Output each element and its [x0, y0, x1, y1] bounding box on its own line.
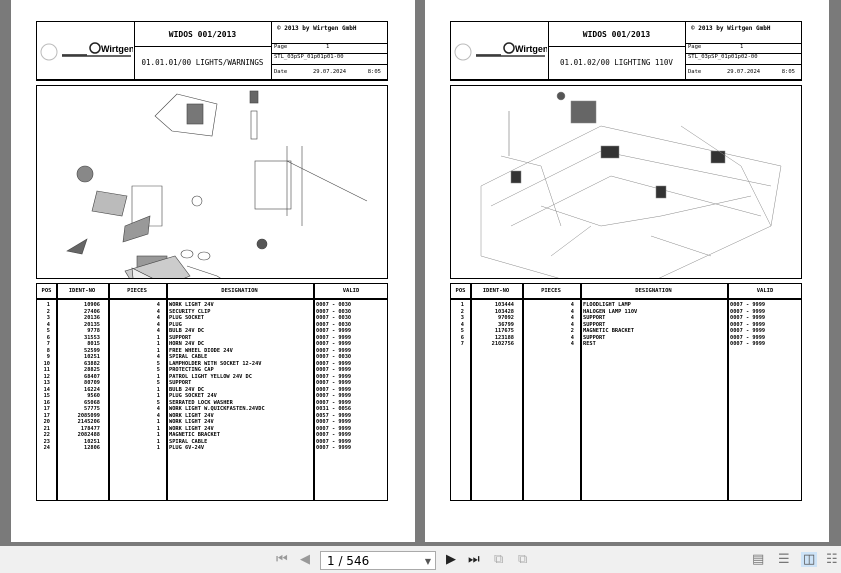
column-header: IDENT-NO	[68, 288, 96, 294]
valid-cell: 0007 - 9999	[316, 445, 352, 451]
two-page-continuous-icon[interactable]: ☷	[826, 552, 838, 567]
rotate-right-icon[interactable]: ⧉	[518, 552, 528, 567]
pieces-cell: 4	[156, 321, 160, 328]
pieces-cell: 4	[570, 321, 574, 328]
ident-cell: 10906	[84, 302, 100, 308]
wirtgen-logo	[451, 22, 549, 79]
designation-cell: MAGNETIC BRACKET	[169, 432, 221, 438]
last-page-button[interactable]: ⏭	[468, 552, 480, 567]
table-row	[37, 341, 387, 347]
pos-cell: 7	[46, 341, 50, 347]
pos-cell: 4	[460, 321, 464, 328]
designation-cell: FLOODLIGHT LAMP	[583, 302, 631, 308]
valid-cell: 0007 - 9999	[316, 386, 352, 393]
designation-cell: SUPPORT	[169, 380, 192, 386]
table-row	[451, 335, 801, 341]
ident-cell: 31553	[84, 334, 100, 341]
pos-cell: 4	[46, 321, 50, 328]
two-page-view-icon[interactable]: ◫	[803, 552, 816, 567]
pos-cell: 5	[46, 328, 50, 334]
ident-cell: 20136	[84, 315, 100, 321]
table-row	[37, 374, 387, 380]
pieces-cell: 1	[156, 347, 160, 354]
valid-cell: 0007 - 9999	[730, 341, 766, 347]
document-code: STL_03pSP_01p01p02-00	[685, 54, 801, 65]
pos-cell: 23	[43, 438, 50, 445]
pos-cell: 15	[43, 393, 50, 399]
designation-cell: WORK LIGHT W.QUICKFASTEN.24VDC	[169, 406, 265, 412]
pieces-cell: 5	[156, 360, 160, 367]
valid-cell: 0007 - 9999	[316, 380, 352, 386]
valid-cell: 0007 - 0030	[316, 321, 352, 328]
valid-cell: 0007 - 0030	[316, 302, 352, 308]
pos-cell: 22	[43, 432, 50, 438]
pos-cell: 3	[46, 315, 50, 321]
ident-cell: 16224	[84, 386, 100, 393]
first-page-button[interactable]: ⏮	[276, 552, 288, 567]
table-row	[37, 302, 387, 308]
designation-cell: FREE WHEEL DIODE 24V	[169, 347, 233, 354]
table-row	[37, 367, 387, 373]
pieces-cell: 5	[156, 399, 160, 406]
table-row	[451, 309, 801, 315]
copyright: © 2013 by Wirtgen GmbH	[277, 25, 357, 32]
table-row	[37, 445, 387, 451]
pieces-cell: 5	[156, 380, 160, 386]
valid-cell: 0007 - 9999	[316, 360, 352, 367]
page-header	[36, 21, 388, 81]
ident-cell: 65068	[84, 399, 100, 406]
valid-cell: 0007 - 0030	[316, 308, 352, 315]
ident-cell: 103428	[494, 308, 514, 315]
table-row	[37, 419, 387, 425]
pos-cell: 10	[43, 360, 50, 367]
svg-text:Wirtgen: Wirtgen	[515, 44, 547, 54]
table-row	[37, 426, 387, 432]
designation-cell: MAGNETIC BRACKET	[583, 328, 635, 334]
next-page-button[interactable]: ▶	[446, 552, 456, 567]
pos-cell: 5	[460, 328, 464, 334]
pos-cell: 2	[460, 308, 464, 315]
rotate-left-icon[interactable]: ⧉	[494, 552, 504, 567]
pos-cell: 24	[43, 445, 50, 451]
column-header: VALID	[342, 288, 360, 294]
pieces-cell: 5	[156, 367, 160, 373]
ident-cell: 52599	[84, 347, 100, 354]
valid-cell: 0031 - 0056	[316, 406, 352, 412]
pos-cell: 1	[460, 302, 464, 308]
ident-cell: 28825	[84, 367, 100, 373]
pieces-cell: 1	[156, 386, 160, 393]
pos-cell: 14	[43, 386, 50, 393]
designation-cell: WORK LIGHT 24V	[169, 302, 214, 308]
document-title: WIDOS 001/2013	[134, 22, 272, 47]
page-number-row: Page 1	[685, 43, 801, 54]
pieces-cell: 4	[570, 302, 574, 308]
pieces-cell: 1	[156, 341, 160, 347]
pieces-cell: 1	[156, 419, 160, 425]
valid-cell: 0007 - 9999	[316, 438, 352, 445]
page-selector[interactable]: 1 / 546 ▼	[320, 551, 436, 570]
pieces-cell: 4	[156, 328, 160, 334]
pieces-cell: 4	[156, 412, 160, 419]
designation-cell: SPIRAL CABLE	[169, 354, 208, 360]
table-row	[37, 315, 387, 321]
date-row: Date 29.07.2024 8:05	[688, 69, 795, 75]
ident-cell: 10251	[84, 438, 100, 445]
date-row: Date 29.07.2024 8:05	[274, 69, 381, 75]
valid-cell: 0007 - 9999	[316, 334, 352, 341]
valid-cell: 0007 - 9999	[730, 308, 766, 315]
chevron-down-icon: ▼	[424, 557, 431, 566]
pos-cell: 9	[46, 354, 50, 360]
page-number-row: Page 1	[271, 43, 387, 54]
exploded-parts-drawing	[450, 85, 802, 279]
document-title: WIDOS 001/2013	[548, 22, 686, 47]
pieces-cell: 1	[156, 334, 160, 341]
table-row	[37, 361, 387, 367]
pos-cell: 17	[43, 412, 50, 419]
exploded-parts-drawing	[36, 85, 388, 279]
designation-cell: SPIRAL CABLE	[169, 438, 208, 445]
valid-cell: 0057 - 9999	[316, 412, 352, 419]
copyright: © 2013 by Wirtgen GmbH	[691, 25, 771, 32]
ident-cell: 57775	[84, 406, 100, 412]
valid-cell: 0007 - 0030	[316, 354, 352, 360]
single-page-view-icon[interactable]: ▤	[752, 552, 765, 567]
designation-cell: SUPPORT	[169, 334, 192, 341]
pos-cell: 20	[43, 419, 50, 425]
table-row	[37, 354, 387, 360]
ident-cell: 9560	[87, 393, 100, 399]
ident-cell: 10251	[84, 354, 100, 360]
pos-cell: 3	[460, 315, 464, 321]
pieces-cell: 4	[156, 315, 160, 321]
designation-cell: SUPPORT	[583, 334, 606, 341]
pos-cell: 17	[43, 406, 50, 412]
ident-cell: 2085099	[77, 412, 100, 419]
valid-cell: 0007 - 9999	[316, 347, 352, 354]
designation-cell: WORK LIGHT 24V	[169, 419, 214, 425]
wirtgen-logo	[37, 22, 135, 79]
pos-cell: 1	[46, 302, 50, 308]
designation-cell: SUPPORT	[583, 315, 606, 321]
designation-cell: HORN 24V DC	[169, 341, 205, 347]
pos-cell: 16	[43, 399, 50, 406]
pos-cell: 6	[460, 334, 464, 341]
ident-cell: 20135	[84, 321, 100, 328]
table-row	[451, 315, 801, 321]
table-row	[37, 406, 387, 412]
table-row	[37, 387, 387, 393]
ident-cell: 178477	[80, 425, 100, 432]
valid-cell: 0007 - 9999	[730, 334, 766, 341]
ident-cell: 103444	[494, 302, 514, 308]
pieces-cell: 1	[156, 373, 160, 380]
section-title: 01.01.01/00 LIGHTS/WARNINGS	[134, 46, 272, 80]
pieces-cell: 4	[156, 308, 160, 315]
ident-cell: 2082488	[77, 432, 100, 438]
pieces-cell: 4	[570, 315, 574, 321]
column-header: IDENT-NO	[482, 288, 510, 294]
valid-cell: 0007 - 9999	[316, 367, 352, 373]
ident-cell: 63882	[84, 360, 100, 367]
valid-cell: 0007 - 9999	[316, 373, 352, 380]
pos-cell: 21	[43, 425, 50, 432]
table-row	[37, 328, 387, 334]
designation-cell: SUPPORT	[583, 321, 606, 328]
table-row	[37, 400, 387, 406]
pieces-cell: 1	[156, 393, 160, 399]
designation-cell: WORK LIGHT 24V	[169, 425, 214, 432]
pieces-cell: 4	[570, 334, 574, 341]
pos-cell: 12	[43, 373, 50, 380]
valid-cell: 0007 - 9999	[730, 315, 766, 321]
ident-cell: 8015	[87, 341, 100, 347]
section-title: 01.01.02/00 LIGHTING 110V	[548, 46, 686, 80]
page-header	[450, 21, 802, 81]
table-row	[451, 341, 801, 347]
table-row	[451, 302, 801, 308]
pieces-cell: 4	[570, 341, 574, 347]
pos-cell: 6	[46, 334, 50, 341]
valid-cell: 0007 - 9999	[316, 341, 352, 347]
valid-cell: 0007 - 9999	[316, 393, 352, 399]
valid-cell: 0007 - 9999	[316, 399, 352, 406]
valid-cell: 0007 - 0030	[316, 315, 352, 321]
document-code: STL_03pSP_01p01p01-00	[271, 54, 387, 65]
table-row	[37, 348, 387, 354]
valid-cell: 0007 - 9999	[316, 432, 352, 438]
column-header: POS	[455, 288, 466, 294]
designation-cell: BULB 24V DC	[169, 386, 205, 393]
valid-cell: 0007 - 9999	[730, 328, 766, 334]
column-header: DESIGNATION	[221, 288, 258, 294]
designation-cell: PLUG	[169, 321, 182, 328]
pieces-cell: 1	[156, 425, 160, 432]
column-header: DESIGNATION	[635, 288, 672, 294]
designation-cell: BULB 24V DC	[169, 328, 205, 334]
table-row	[37, 322, 387, 328]
ident-cell: 123188	[494, 334, 514, 341]
table-row	[37, 439, 387, 445]
valid-cell: 0007 - 9999	[316, 419, 352, 425]
header-divider	[451, 298, 801, 300]
designation-cell: PLUG SOCKET 24V	[169, 393, 217, 399]
column-header: PIECES	[127, 288, 147, 294]
svg-text:Wirtgen: Wirtgen	[101, 44, 133, 54]
column-header: POS	[41, 288, 52, 294]
pieces-cell: 4	[156, 354, 160, 360]
pos-cell: 8	[46, 347, 50, 354]
ident-cell: 36799	[498, 321, 514, 328]
pieces-cell: 1	[156, 438, 160, 445]
pieces-cell: 4	[570, 308, 574, 315]
pieces-cell: 4	[156, 406, 160, 412]
designation-cell: WORK LIGHT 24V	[169, 412, 214, 419]
table-row	[37, 393, 387, 399]
ident-cell: 2102756	[491, 341, 514, 347]
ident-cell: 2145206	[77, 419, 100, 425]
pieces-cell: 1	[156, 432, 160, 438]
designation-cell: HALOGEN LAMP 110V	[583, 308, 638, 315]
document-page-left	[11, 0, 415, 542]
designation-cell: PLUG 6V-24V	[169, 445, 205, 451]
table-row	[37, 309, 387, 315]
designation-cell: SERRATED LOCK WASHER	[169, 399, 233, 406]
pos-cell: 11	[43, 367, 50, 373]
valid-cell: 0007 - 9999	[316, 425, 352, 432]
table-row	[37, 413, 387, 419]
parts-table	[36, 283, 388, 501]
ident-cell: 27406	[84, 308, 100, 315]
ident-cell: 9778	[87, 328, 100, 334]
pos-cell: 13	[43, 380, 50, 386]
table-row	[37, 432, 387, 438]
valid-cell: 0007 - 9999	[730, 321, 766, 328]
pieces-cell: 4	[156, 302, 160, 308]
pieces-cell: 1	[156, 445, 160, 451]
valid-cell: 0007 - 9999	[730, 302, 766, 308]
column-header: VALID	[756, 288, 774, 294]
table-row	[451, 322, 801, 328]
column-header: PIECES	[541, 288, 561, 294]
designation-cell: REST	[583, 341, 596, 347]
pos-cell: 2	[46, 308, 50, 315]
continuous-view-icon[interactable]: ☰	[778, 552, 790, 567]
ident-cell: 97092	[498, 315, 514, 321]
prev-page-button[interactable]: ◀	[300, 552, 310, 567]
designation-cell: LAMPHOLDER WITH SOCKET 12-24V	[169, 360, 262, 367]
document-page-right	[425, 0, 829, 542]
viewer-toolbar	[0, 546, 841, 573]
parts-table	[450, 283, 802, 501]
valid-cell: 0007 - 9999	[316, 328, 352, 334]
header-divider	[37, 298, 387, 300]
ident-cell: 80709	[84, 380, 100, 386]
designation-cell: PLUG SOCKET	[169, 315, 205, 321]
pos-cell: 7	[460, 341, 464, 347]
designation-cell: PROTECTING CAP	[169, 367, 214, 373]
table-row	[451, 328, 801, 334]
table-row	[37, 380, 387, 386]
ident-cell: 68407	[84, 373, 100, 380]
pieces-cell: 2	[570, 328, 574, 334]
ident-cell: 12806	[84, 445, 100, 451]
designation-cell: PATROL LIGHT YELLOW 24V DC	[169, 373, 252, 380]
table-row	[37, 335, 387, 341]
designation-cell: SECURITY CLIP	[169, 308, 211, 315]
ident-cell: 117675	[494, 328, 514, 334]
